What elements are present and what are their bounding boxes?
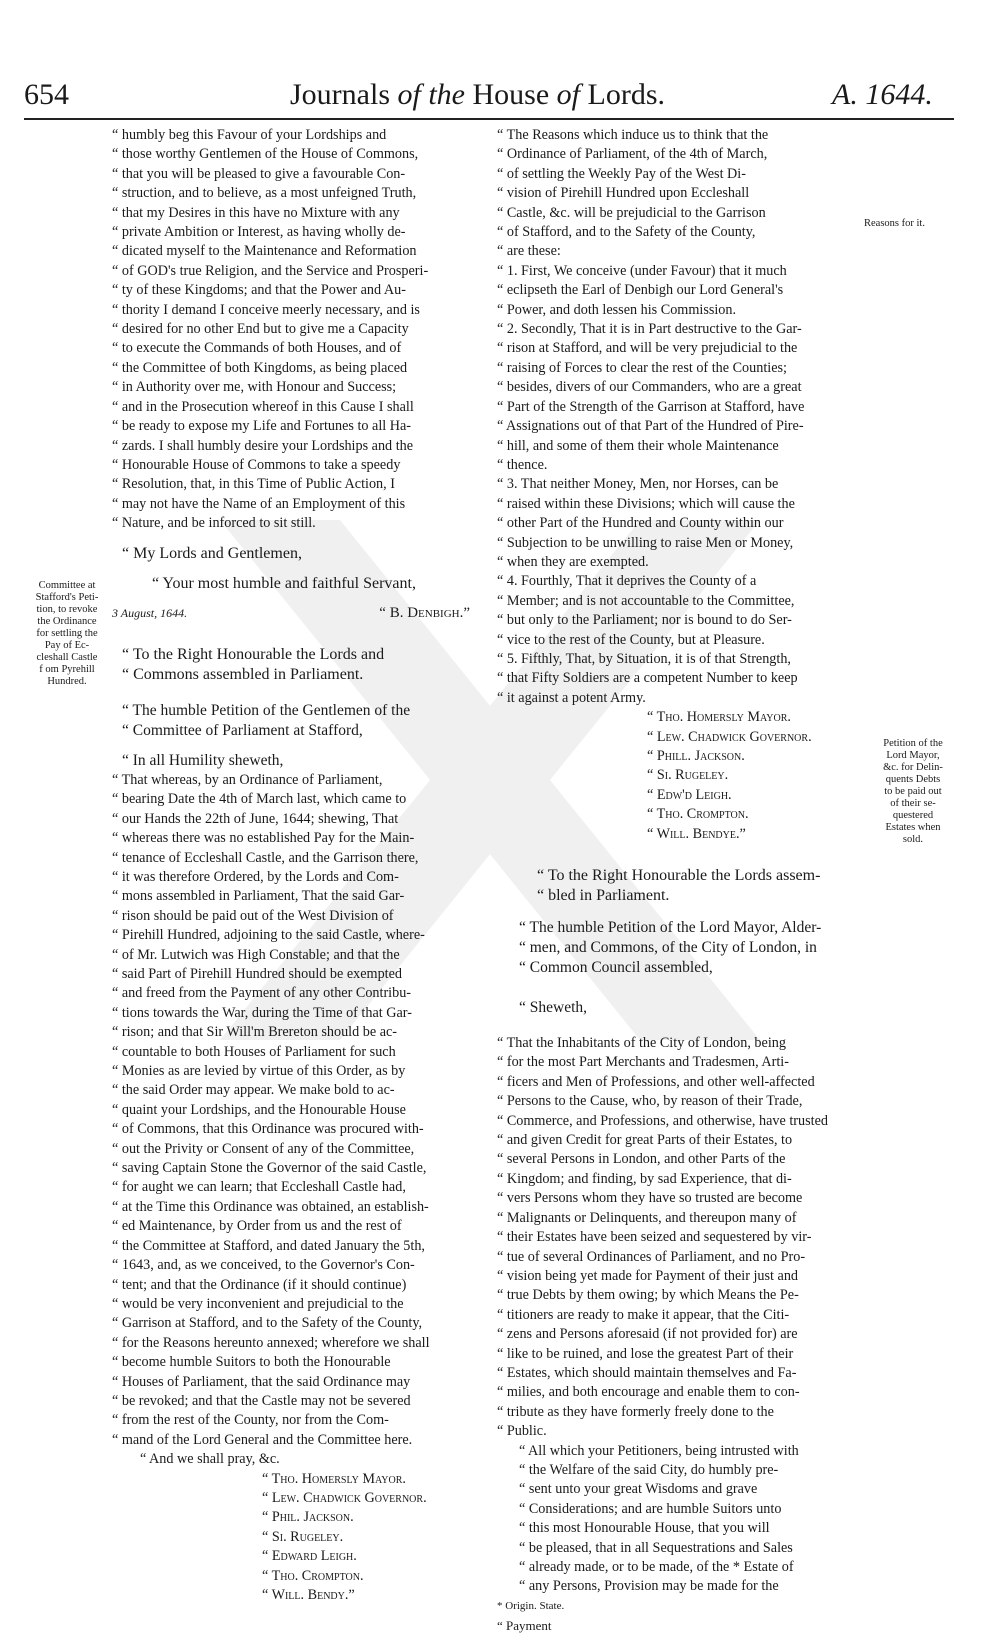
stafford-petition-title-2: “ Committee of Parliament at Stafford,: [122, 721, 363, 739]
catchword: “ Payment: [497, 1618, 552, 1634]
london-petition-title-3: “ Common Council assembled,: [519, 959, 713, 977]
closing: “ Your most humble and faithful Servant,: [152, 574, 416, 592]
margin-note-committee: Committee at Stafford's Peti- tion, to revoke the Ordinance for settling the Pay of Ec- cleshall Castle f om Pyrehill Hundred.: [35, 580, 99, 687]
date-signature-line: [112, 604, 470, 623]
reasons-intro: “ The Reasons which induce us to think that the “ Ordinance of Parliament, of the 4th of March, “ of settling the Weekly Pay of the West Di- “ vision of Pirehill Hundred upon Eccleshall “ Castle, &c. will be prejudicial to the Garrison “ of Stafford, and to the Safety of the County, “ are these:: [497, 127, 769, 260]
london-address-line-1: “ To the Right Honourable the Lords assem-: [537, 867, 821, 885]
running-year: A. 1644.: [832, 78, 933, 111]
stafford-petition-title-1: “ The humble Petition of the Gentlemen of the: [122, 701, 411, 719]
right-column: [497, 126, 859, 1636]
header-rule: [24, 118, 954, 120]
london-petition-title-1: “ The humble Petition of the Lord Mayor, Alder-: [519, 919, 822, 937]
london-address-line-2: “ bled in Parliament.: [537, 887, 670, 905]
margin-note-london-petition: Petition of the Lord Mayor, &c. for Delin- quents Debts to be paid out of their se- questered Estates when sold.: [883, 738, 943, 845]
stafford-sheweth: “ In all Humility sheweth,: [122, 751, 284, 769]
stafford-address-line-2: “ Commons assembled in Parliament.: [122, 665, 364, 683]
margin-note-reasons: Reasons for it.: [864, 218, 925, 229]
letter-signer: “ B. Denbigh.”: [379, 604, 470, 621]
reasons-signatures: “ Tho. Homersly Mayor. “ Lew. Chadwick Governor. “ Phill. Jackson. “ Si. Rugeley. “ Edw'd Leigh. “ Tho. Crompton. “ Will. Bendye.”: [647, 709, 812, 842]
london-petition-body: “ That the Inhabitants of the City of London, being “ for the most Part Merchants and Tradesmen, Arti- “ ficers and Men of Professions, and other well-affected “ Persons to the Cause, who, by reason of their Trade, “ Commerce, and Professions, and otherwise, have trusted “ and given Credit for great Parts of their Estates, to “ several Persons in London, and other Parts of the “ Kingdom; and finding, by sad Experience, that di- “ vers Persons whom they have so trusted are become “ Malignants or Delinquents, and thereupon many of “ their Estates have been seized and sequestered by vir- “ tue of several Ordinances of Parliament, and no Pro- “ vision being yet made for Payment of their just and “ true Debts by them owing; by which Means the Pe- “ titioners are ready to make it appear, that the Citi- “ zens and Persons aforesaid (if not provided for) are “ like to be ruined, and lose the greatest Part of their “ Estates, which should maintain themselves and Fa- “ milies, and both encourage and enable them to con- “ tribute as they have formerly freely done to the “ Public.: [497, 1035, 828, 1440]
london-petition-title-2: “ men, and Commons, of the City of London, in: [519, 939, 817, 957]
running-title: Journals of the House of Lords.: [290, 78, 665, 111]
london-prayer: “ All which your Petitioners, being intrusted with “ the Welfare of the said City, do humbly pre- “ sent unto your great Wisdoms and grave “ Considerations; and are humble Suitors unto “ this most Honourable House, that you will “ be pleased, that in all Sequestrations and Sales “ already made, or to be made, of the * Estate of “ any Persons, Provision may be made for the: [519, 1442, 799, 1595]
stafford-pray: “ And we shall pray, &c.: [140, 1451, 280, 1468]
left-column: [112, 126, 470, 1605]
stafford-signatures: “ Tho. Homersly Mayor. “ Lew. Chadwick Governor. “ Phil. Jackson. “ Si. Rugeley. “ Edward Leigh. “ Tho. Crompton. “ Will. Bendy.”: [262, 1470, 427, 1603]
footnote: * Origin. State.: [497, 1599, 565, 1612]
letter-date: 3 August, 1644.: [112, 605, 188, 620]
reasons-list: “ 1. First, We conceive (under Favour) that it much “ eclipseth the Earl of Denbigh our Lord General's “ Power, and doth lessen his Commission. “ 2. Secondly, That it is in Part destructive to the Gar- “ rison at Stafford, and will be very prejudicial to the “ raising of Forces to clear the rest of the Counties; “ besides, divers of our Commanders, who are a great “ Part of the Strength of the Garrison at Stafford, have “ Assignations out of that Part of the Hundred of Pire- “ hill, and some of them their whole Maintenance “ thence. “ 3. That neither Money, Men, nor Horses, can be “ raised within these Divisions; which will cause the “ other Part of the Hundred and County within our “ Subjection to be unwilling to raise Men or Money, “ when they are exempted. “ 4. Fourthly, That it deprives the County of a “ Member; and is not accountable to the Committee, “ but only to the Parliament; nor is bound to do Ser- “ vice to the rest of the County, but at Pleasure. “ 5. Fifthly, That, by Situation, it is of that Strength, “ that Fifty Soldiers are a competent Number to keep “ it against a potent Army.: [497, 262, 805, 706]
denbigh-letter: “ humbly beg this Favour of your Lordships and “ those worthy Gentlemen of the House of Commons, “ that you will be pleased to give a favourable Con- “ struction, and to believe, as a most unfeigned Truth, “ that my Desires in this have no Mixture with any “ private Ambition or Interest, as having wholly de- “ dicated myself to the Maintenance and Reformation “ of GOD's true Religion, and the Service and Prosperi- “ ty of these Kingdoms; and that the Power and Au- “ thority I demand I conceive meerly necessary, and is “ desired for no other End but to give me a Capacity “ to execute the Commands of both Houses, and of “ the Committee of both Kingdoms, as being placed “ in Authority over me, with Honour and Success; “ and in the Prosecution whereof in this Cause I shall “ be ready to expose my Life and Fortunes to all Ha- “ zards. I shall humbly desire your Lordships and the “ Honourable House of Commons to take a speedy “ Resolution, that, in this Time of Public Action, I “ may not have the Name of an Employment of this “ Nature, and be inforced to sit still.: [112, 127, 429, 532]
london-sheweth: “ Sheweth,: [519, 999, 588, 1017]
page-number: 654: [24, 78, 69, 111]
stafford-petition-body: “ That whereas, by an Ordinance of Parliament, “ bearing Date the 4th of March last, which came to “ our Hands the 22th of June, 1644; shewing, That “ whereas there was no established Pay for the Main- “ tenance of Eccleshall Castle, and the Garrison there, “ it was therefore Ordered, by the Lords and Com- “ mons assembled in Parliament, That the said Gar- “ rison should be paid out of the West Division of “ Pirehill Hundred, adjoining to the said Castle, where- “ of Mr. Lutwich was High Constable; and that the “ said Part of Pirehill Hundred should be exempted “ and freed from the Payment of any other Contribu- “ tions towards the War, during the Time of that Gar- “ rison; and that Sir Will'm Brereton should be ac- “ countable to both Houses of Parliament for such “ Monies as are levied by virtue of this Order, as by “ the said Order may appear. We make bold to ac- “ quaint your Lordships, and the Honourable House “ of Commons, that this Ordinance was procured with- “ out the Privity or Consent of any of the Committee, “ saving Captain Stone the Governor of the said Castle, “ for aught we can learn; that Eccleshall Castle had, “ at the Time this Ordinance was obtained, an establish- “ ed Maintenance, by Order from us and the rest of “ the Committee at Stafford, and dated January the 5th, “ 1643, and, as we conceived, to the Governor's Con- “ tent; and that the Ordinance (if it should continue) “ would be very inconvenient and prejudicial to the “ Garrison at Stafford, and to the Safety of the County, “ for the Reasons hereunto annexed; wherefore we shall “ become humble Suitors to both the Honourable “ Houses of Parliament, that the said Ordinance may “ be revoked; and that the Castle may not be severed “ from the rest of the County, nor from the Com- “ mand of the Lord General and the Committee here.: [112, 771, 430, 1448]
salutation: “ My Lords and Gentlemen,: [122, 544, 302, 562]
stafford-address-line-1: “ To the Right Honourable the Lords and: [122, 645, 385, 663]
